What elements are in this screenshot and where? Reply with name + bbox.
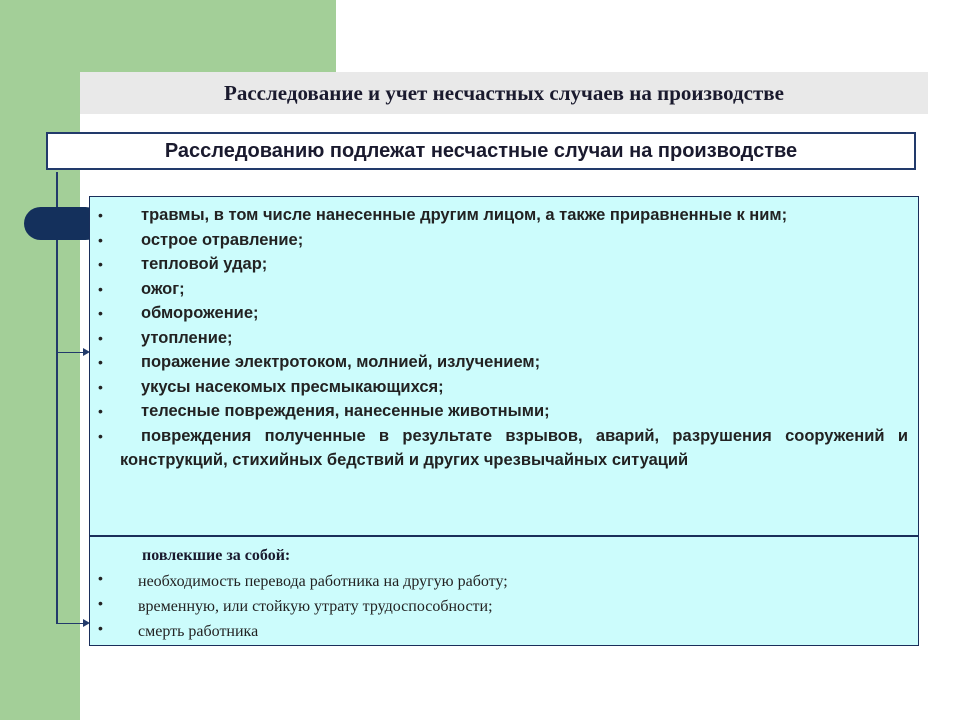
- list-item: • необходимость перевода работника на другую работу;: [90, 569, 918, 594]
- subtitle: Расследованию подлежат несчастные случаи на производстве: [164, 139, 798, 162]
- bullet-icon: •: [98, 329, 103, 346]
- bullet-icon: •: [98, 256, 103, 272]
- list-item: • ожог;: [90, 277, 918, 302]
- list-item: • телесные повреждения, нанесенные животными;: [90, 399, 918, 424]
- bullet-icon: •: [98, 570, 103, 586]
- list-item: • смерть работника: [90, 619, 918, 644]
- bullet-icon: •: [98, 305, 103, 321]
- connector-arrow-line-1: [57, 352, 83, 353]
- green-top-band: [80, 0, 336, 72]
- list-item: • тепловой удар;: [90, 252, 918, 277]
- connector-arrow-line-2: [57, 623, 83, 624]
- bullet-icon: •: [98, 207, 103, 223]
- list-item: • повреждения полученные в результате взрывов, аварий, разрушения сооружений и конструкций, стихийных бедствий и других чрезвычайных ситуаций: [90, 424, 918, 473]
- consequences-header: повлекшие за собой:: [142, 547, 291, 564]
- subtitle-box: [46, 132, 916, 170]
- injury-types-list: [90, 203, 918, 473]
- list-item: • поражение электротоком, молнией, излучением;: [90, 350, 918, 375]
- title-bar: [80, 72, 928, 114]
- green-side-band: [0, 0, 80, 720]
- bullet-icon: •: [98, 231, 103, 248]
- bullet-icon: •: [98, 427, 103, 444]
- list-item: • травмы, в том числе нанесенные другим лицом, а также приравненные к ним;: [90, 203, 918, 228]
- page-title: Расследование и учет несчастных случаев на производстве: [224, 80, 784, 105]
- list-item: • острое отравление;: [90, 228, 918, 253]
- bullet-icon: •: [98, 378, 103, 395]
- bullet-icon: •: [98, 620, 103, 636]
- list-item: • обморожение;: [90, 301, 918, 326]
- bullet-icon: •: [98, 595, 103, 611]
- consequences-list: [90, 569, 918, 644]
- consequences-box: [89, 536, 919, 646]
- list-item: • временную, или стойкую утрату трудоспособности;: [90, 594, 918, 619]
- bullet-icon: •: [98, 354, 103, 370]
- list-item: • утопление;: [90, 326, 918, 351]
- bullet-icon: •: [98, 280, 103, 297]
- list-item: • укусы насекомых пресмыкающихся;: [90, 375, 918, 400]
- bullet-icon: •: [98, 403, 103, 419]
- injury-types-box: [89, 196, 919, 536]
